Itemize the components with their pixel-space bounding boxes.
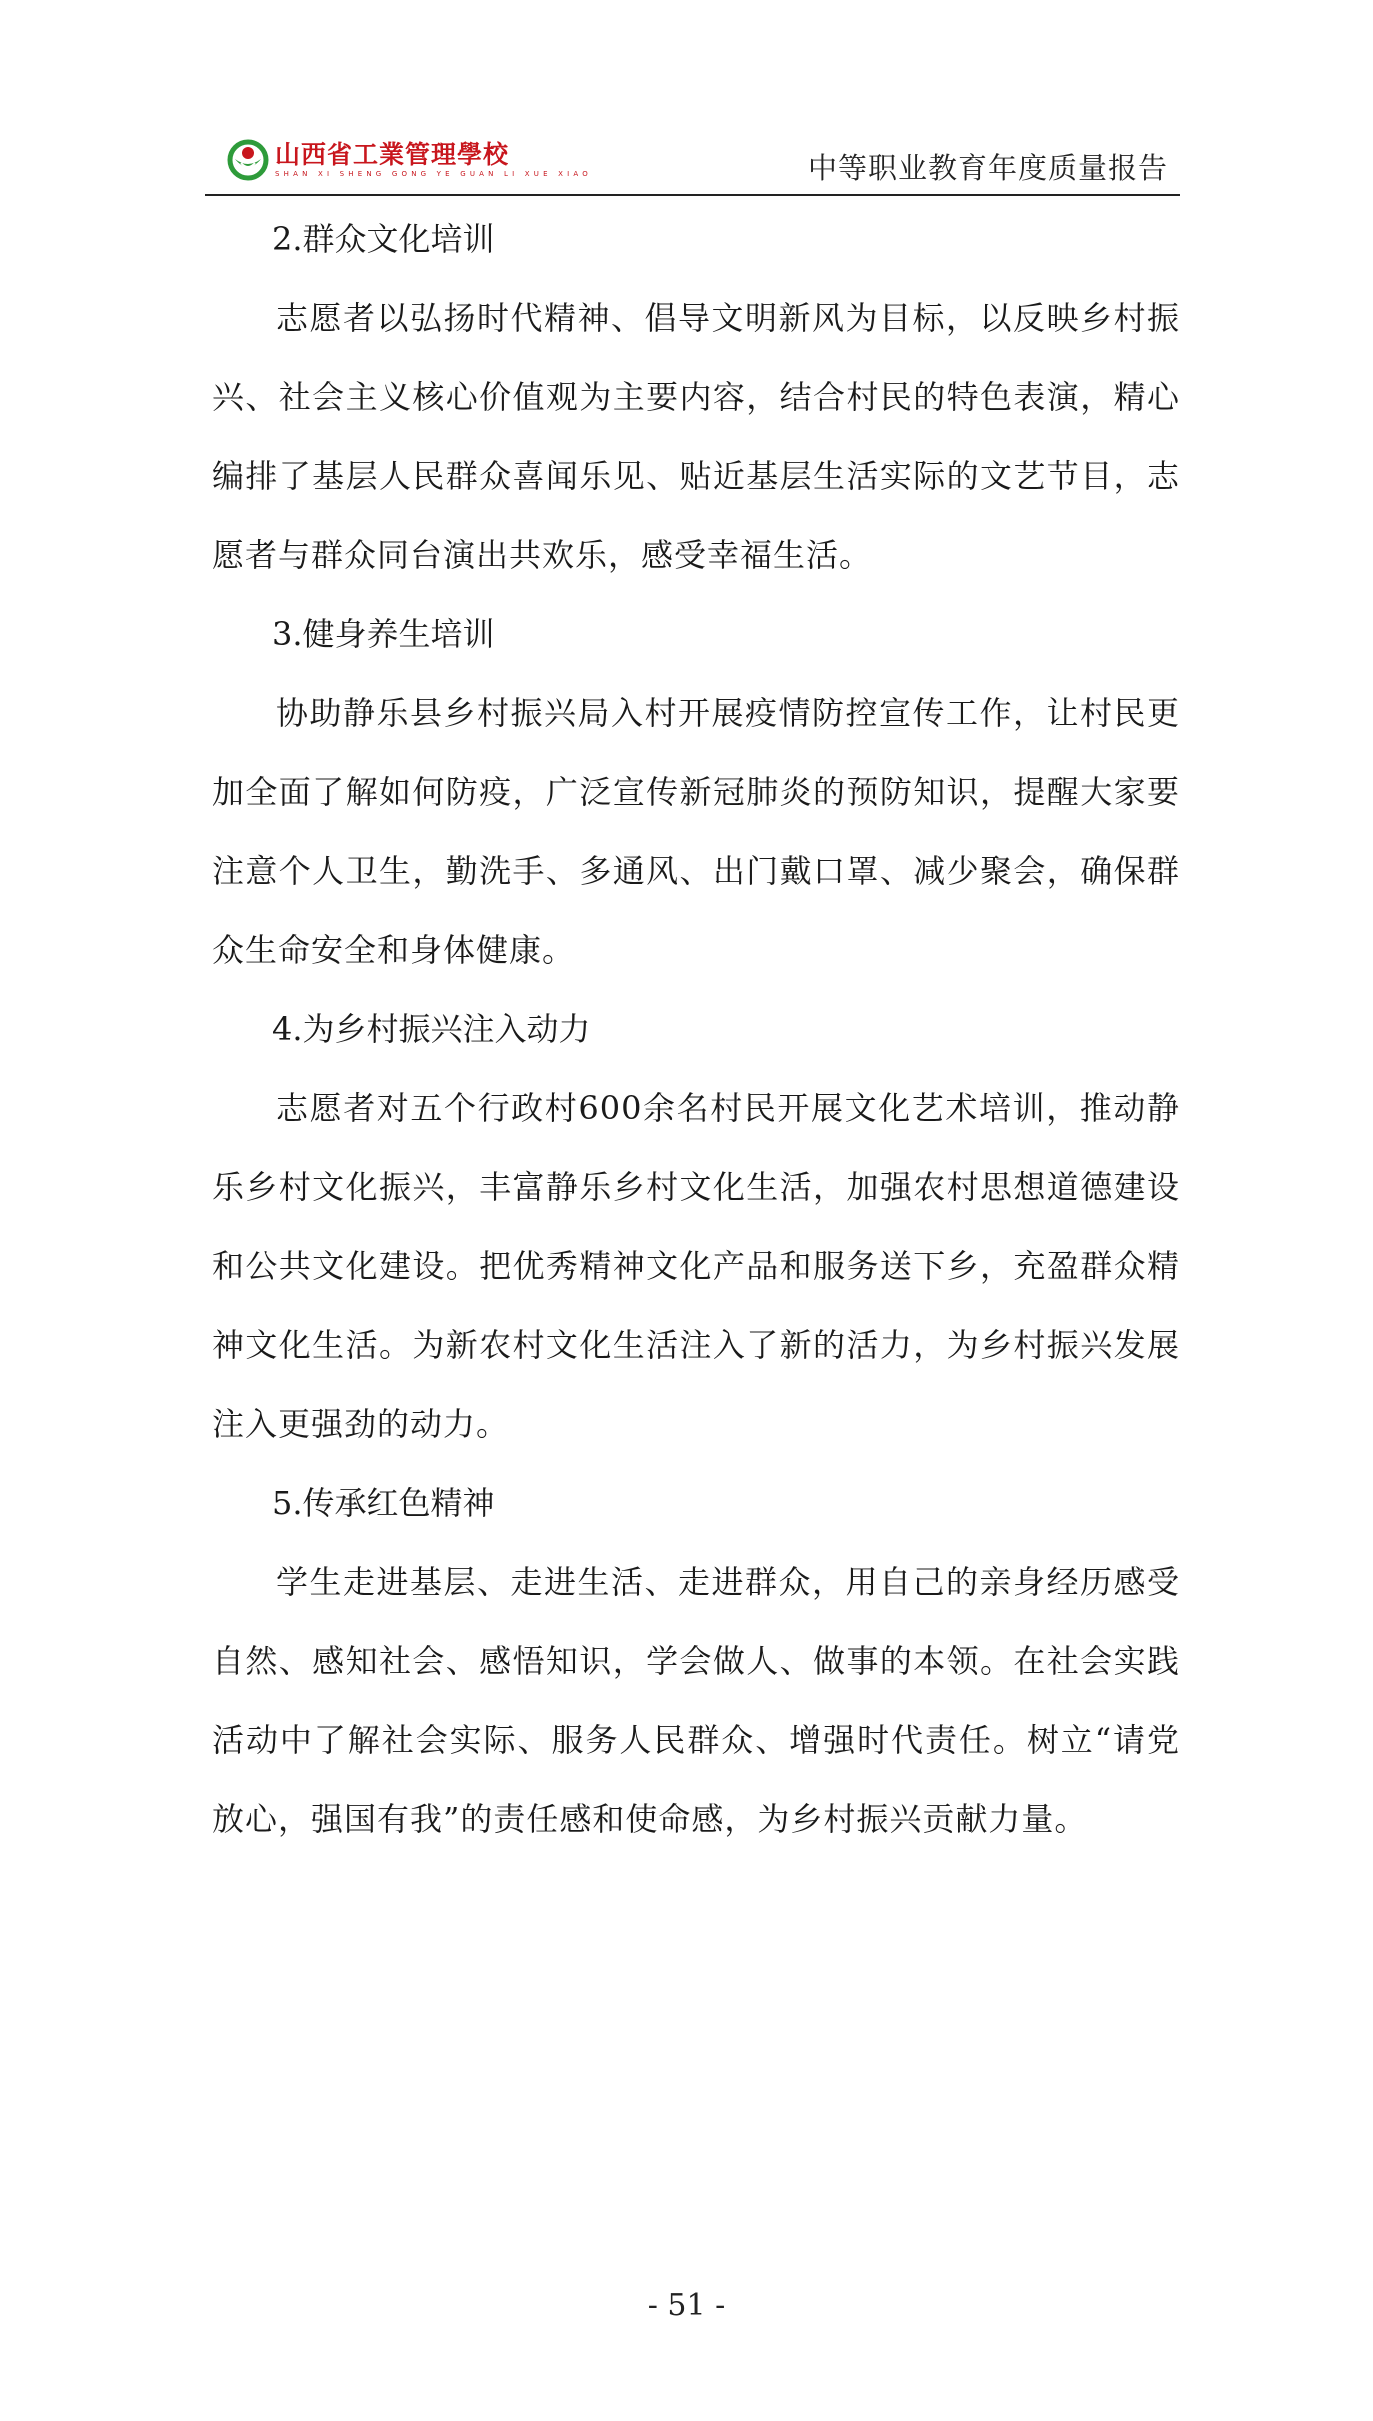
school-emblem-icon <box>227 139 269 181</box>
logo-school-name: 山西省工業管理學校 <box>275 140 510 169</box>
logo-pinyin: SHAN XI SHENG GONG YE GUAN LI XUE XIAO <box>275 170 592 178</box>
logo-text-block <box>275 141 592 179</box>
school-logo <box>227 136 592 184</box>
main-content <box>212 200 1180 1859</box>
report-title: 中等职业教育年度质量报告 <box>807 151 1168 185</box>
section-paragraph: 学生走进基层、走进生活、走进群众，用自己的亲身经历感受自然、感知社会、感悟知识，学会做人、做事的本领。在社会实践活动中了解社会实际、服务人民群众、增强时代责任。树立“请党放心，强国有我”的责任感和使命感，为乡村振兴贡献力量。 <box>212 1563 1180 1838</box>
section-heading: 2.群众文化培训 <box>272 220 495 258</box>
section-paragraph: 志愿者以弘扬时代精神、倡导文明新风为目标，以反映乡村振兴、社会主义核心价值观为主要内容，结合村民的特色表演，精心编排了基层人民群众喜闻乐见、贴近基层生活实际的文艺节目，志愿者与群众同台演出共欢乐，感受幸福生活。 <box>212 299 1180 574</box>
page-header <box>205 128 1180 196</box>
section-heading: 5.传承红色精神 <box>272 1484 495 1522</box>
section-paragraph: 志愿者对五个行政村600余名村民开展文化艺术培训，推动静乐乡村文化振兴，丰富静乐乡村文化生活，加强农村思想道德建设和公共文化建设。把优秀精神文化产品和服务送下乡，充盈群众精神文化生活。为新农村文化生活注入了新的活力，为乡村振兴发展注入更强劲的动力。 <box>212 1089 1180 1443</box>
section-heading: 4.为乡村振兴注入动力 <box>272 1010 591 1048</box>
page-number: - 51 - <box>647 2288 726 2323</box>
section-paragraph: 协助静乐县乡村振兴局入村开展疫情防控宣传工作，让村民更加全面了解如何防疫，广泛宣传新冠肺炎的预防知识，提醒大家要注意个人卫生，勤洗手、多通风、出门戴口罩、减少聚会，确保群众生命安全和身体健康。 <box>212 694 1180 969</box>
section-heading: 3.健身养生培训 <box>272 615 495 653</box>
